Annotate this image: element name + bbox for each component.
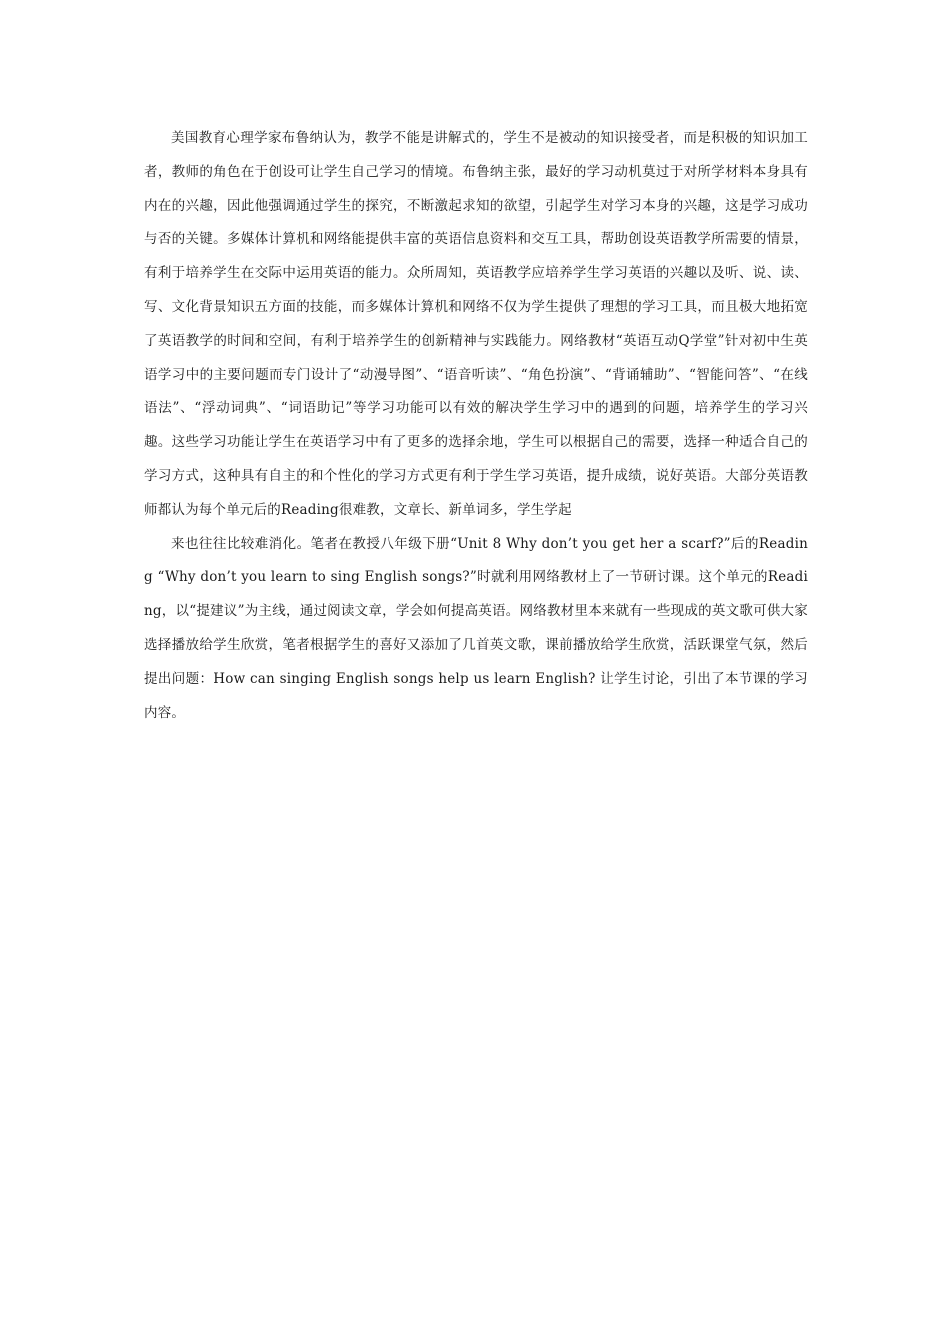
paragraph-2: 来也往往比较难消化。笔者在教授八年级下册“Unit 8 Why don’t you get her a scarf?”后的Reading “Why don’t you learn to sing English songs?”时就利用网络教材上了一节研讨课。这个单元的Reading，以“提建议”为主线，通过阅读文章，学会如何提高英语。网络教材里本来就有一些现成的英文歌可供大家选择播放给学生欣赏，笔者根据学生的喜好又添加了几首英文歌，课前播放给学生欣赏，活跃课堂气氛，然后提出问题：How can singing English songs help us learn English? 让学生讨论，引出了本节课的学习内容。 (144, 535, 808, 721)
paragraph-1: 美国教育心理学家布鲁纳认为，教学不能是讲解式的，学生不是被动的知识接受者，而是积极的知识加工者，教师的角色在于创设可让学生自己学习的情境。布鲁纳主张，最好的学习动机莫过于对所学材料本身具有内在的兴趣，因此他强调通过学生的探究，不断激起求知的欲望，引起学生对学习本身的兴趣，这是学习成功与否的关键。多媒体计算机和网络能提供丰富的英语信息资料和交互工具，帮助创设英语教学所需要的情景，有利于培养学生在交际中运用英语的能力。众所周知，英语教学应培养学生学习英语的兴趣以及听、说、读、写、文化背景知识五方面的技能，而多媒体计算机和网络不仅为学生提供了理想的学习工具，而且极大地拓宽了英语教学的时间和空间，有利于培养学生的创新精神与实践能力。网络教材“英语互动Q学堂”针对初中生英语学习中的主要问题而专门设计了“动漫导图”、“语音听读”、“角色扮演”、“背诵辅助”、“智能问答”、“在线语法”、“浮动词典”、“词语助记”等学习功能可以有效的解决学生学习中的遇到的问题，培养学生的学习兴趣。这些学习功能让学生在英语学习中有了更多的选择余地，学生可以根据自己的需要，选择一种适合自己的学习方式，这种具有自主的和个性化的学习方式更有利于学生学习英语，提升成绩，说好英语。大部分英语教师都认为每个单元后的Reading很难教，文章长、新单词多，学生学起 (144, 130, 808, 518)
document-body (144, 122, 808, 730)
